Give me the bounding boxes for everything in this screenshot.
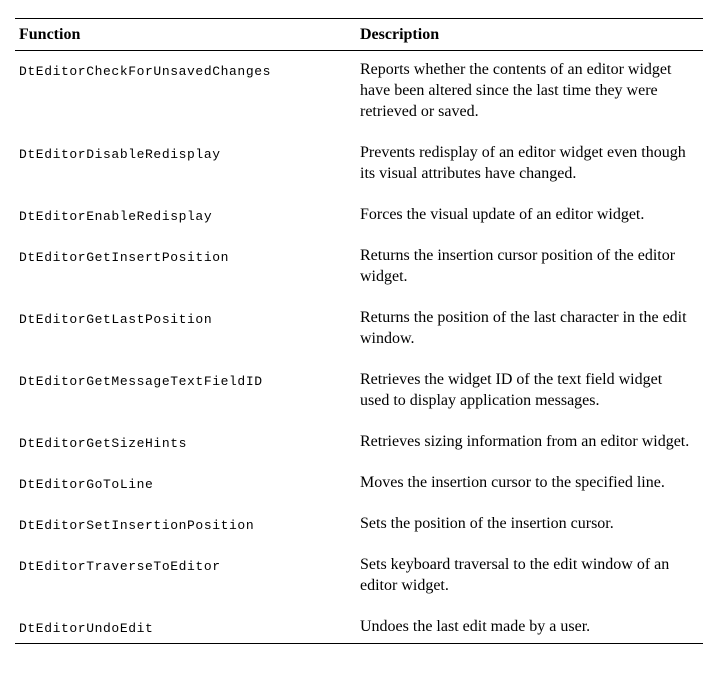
function-description: Moves the insertion cursor to the specified line. xyxy=(360,474,665,491)
function-description: Returns the insertion cursor position of the editor widget. xyxy=(360,247,676,285)
header-row xyxy=(15,19,703,51)
function-description: Retrieves the widget ID of the text field widget used to display application messages. xyxy=(360,371,663,409)
table-row xyxy=(15,196,703,237)
table-row xyxy=(15,134,703,196)
function-description: Retrieves sizing information from an editor widget. xyxy=(360,433,690,450)
table-row xyxy=(15,546,703,608)
function-description: Sets the position of the insertion cursor. xyxy=(360,515,614,532)
function-description: Reports whether the contents of an editor widget have been altered since the last time they were retrieved or saved. xyxy=(360,61,672,120)
function-name: DtEditorGetSizeHints xyxy=(19,436,188,451)
function-name: DtEditorUndoEdit xyxy=(19,621,154,636)
function-name: DtEditorCheckForUnsavedChanges xyxy=(19,64,272,79)
table-row xyxy=(15,464,703,505)
function-name: DtEditorTraverseToEditor xyxy=(19,559,221,574)
table-body xyxy=(15,51,703,644)
table-row xyxy=(15,237,703,299)
function-column-header: Function xyxy=(19,25,81,43)
function-description: Sets keyboard traversal to the edit window of an editor widget. xyxy=(360,556,670,594)
table-row xyxy=(15,299,703,361)
function-name: DtEditorGetLastPosition xyxy=(19,312,213,327)
table-row xyxy=(15,51,703,135)
table-row xyxy=(15,608,703,644)
function-table xyxy=(15,18,703,644)
table-row xyxy=(15,361,703,423)
function-name: DtEditorSetInsertionPosition xyxy=(19,518,255,533)
table-header xyxy=(15,19,703,51)
function-name: DtEditorGetMessageTextFieldID xyxy=(19,374,263,389)
function-description: Returns the position of the last character in the edit window. xyxy=(360,309,687,347)
description-column-header: Description xyxy=(360,25,440,43)
table-row xyxy=(15,505,703,546)
function-name: DtEditorEnableRedisplay xyxy=(19,209,213,224)
function-name: DtEditorGetInsertPosition xyxy=(19,250,230,265)
function-name: DtEditorGoToLine xyxy=(19,477,154,492)
table-row xyxy=(15,423,703,464)
function-description: Prevents redisplay of an editor widget even though its visual attributes have changed. xyxy=(360,144,686,182)
function-description: Forces the visual update of an editor widget. xyxy=(360,206,645,223)
function-description: Undoes the last edit made by a user. xyxy=(360,618,591,635)
function-name: DtEditorDisableRedisplay xyxy=(19,147,221,162)
